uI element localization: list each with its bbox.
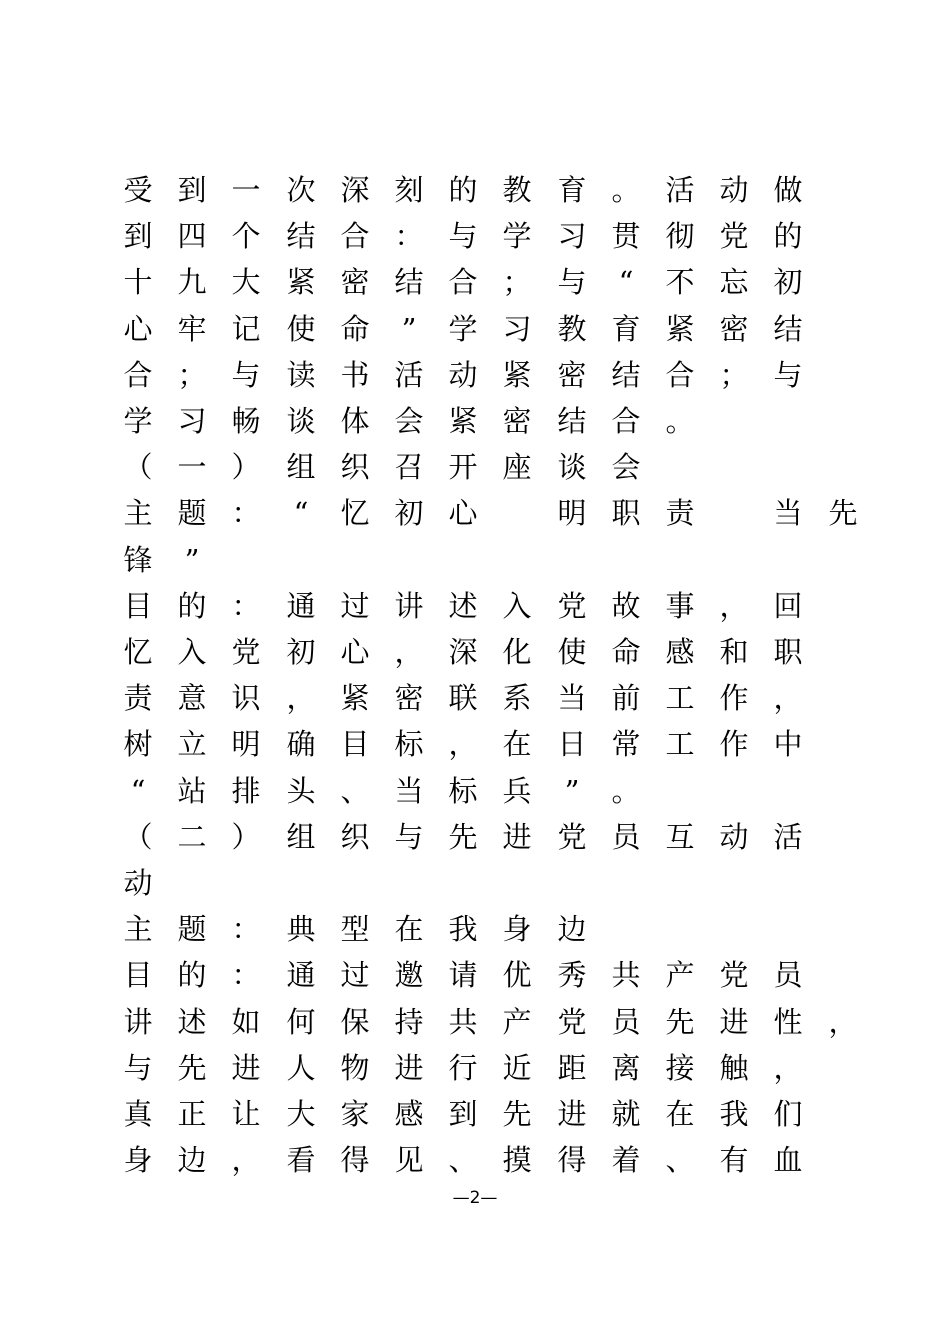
char: 组 [286, 450, 316, 484]
char: 秀 [557, 958, 587, 992]
char: 开 [448, 450, 478, 484]
char: 先 [177, 1051, 207, 1085]
char: 当 [394, 774, 424, 808]
char: 邀 [394, 958, 424, 992]
char: 讲 [394, 589, 424, 623]
char: 九 [177, 265, 207, 299]
char: 明 [557, 496, 587, 530]
char: 故 [611, 589, 641, 623]
char: 活 [665, 173, 695, 207]
char: 到 [448, 1097, 478, 1131]
char: 谈 [557, 450, 587, 484]
char: 识 [231, 681, 261, 715]
char: 深 [340, 173, 370, 207]
char: 职 [773, 635, 803, 669]
char: 与 [557, 265, 587, 299]
char: 大 [231, 265, 261, 299]
char: 合 [123, 358, 153, 392]
char: 身 [502, 912, 532, 946]
char: 受 [123, 173, 153, 207]
char: 。 [611, 774, 641, 808]
char: 事 [665, 589, 695, 623]
char: 入 [177, 635, 207, 669]
char: 与 [773, 358, 803, 392]
page-number: —2— [452, 1188, 498, 1208]
char: 育 [557, 173, 587, 207]
char: ； [502, 265, 532, 299]
char: 一 [177, 450, 207, 484]
char: 心 [123, 312, 153, 346]
char: 摸 [502, 1143, 532, 1177]
char: 保 [340, 1005, 370, 1039]
char: 边 [177, 1143, 207, 1177]
char: 密 [394, 681, 424, 715]
char: 进 [502, 820, 532, 854]
char: 活 [773, 820, 803, 854]
char: 合 [448, 265, 478, 299]
char: 进 [719, 1005, 749, 1039]
char: 会 [611, 450, 641, 484]
char: ， [719, 589, 749, 623]
char: 。 [665, 404, 695, 438]
char: 在 [394, 912, 424, 946]
char: 活 [394, 358, 424, 392]
char: 十 [123, 265, 153, 299]
char: ” [401, 312, 417, 346]
char: 结 [557, 404, 587, 438]
char: 在 [502, 727, 532, 761]
char: 如 [231, 1005, 261, 1039]
char: 育 [611, 312, 641, 346]
char: 结 [394, 265, 424, 299]
char: 紧 [340, 681, 370, 715]
char: 贯 [611, 219, 641, 253]
char: 产 [502, 1005, 532, 1039]
char: 责 [665, 496, 695, 530]
char: 员 [611, 820, 641, 854]
char: ） [231, 450, 261, 484]
char: 与 [123, 1051, 153, 1085]
char: 头 [286, 774, 316, 808]
char: ， [231, 1143, 261, 1177]
char: 员 [611, 1005, 641, 1039]
char: 与 [231, 358, 261, 392]
char: 召 [394, 450, 424, 484]
char: 回 [773, 589, 803, 623]
char: 互 [665, 820, 695, 854]
char: 得 [340, 1143, 370, 1177]
char: 在 [665, 1097, 695, 1131]
char: 目 [340, 727, 370, 761]
char: ） [231, 820, 261, 854]
char: 真 [123, 1097, 153, 1131]
char: 过 [340, 958, 370, 992]
char: 血 [773, 1143, 803, 1177]
char: 看 [286, 1143, 316, 1177]
char: 谈 [286, 404, 316, 438]
char: 进 [231, 1051, 261, 1085]
char: 结 [773, 312, 803, 346]
char: 会 [394, 404, 424, 438]
char: 物 [340, 1051, 370, 1085]
char: 前 [611, 681, 641, 715]
char: ， [394, 635, 424, 669]
char: 意 [177, 681, 207, 715]
char: 优 [502, 958, 532, 992]
char: 中 [773, 727, 803, 761]
char: 进 [394, 1051, 424, 1085]
char: 初 [286, 635, 316, 669]
char: 型 [340, 912, 370, 946]
char: “ [130, 774, 146, 808]
char: 化 [502, 635, 532, 669]
char: 使 [557, 635, 587, 669]
char: 不 [665, 265, 695, 299]
char: 树 [123, 727, 153, 761]
char: ， [286, 681, 316, 715]
char: 的 [448, 173, 478, 207]
char: 身 [123, 1143, 153, 1177]
char [502, 490, 532, 536]
char: 题 [177, 912, 207, 946]
char: 述 [177, 1005, 207, 1039]
char: （ [123, 450, 153, 484]
char: 命 [611, 635, 641, 669]
char: 通 [286, 589, 316, 623]
char: 、 [448, 1143, 478, 1177]
char: 结 [286, 219, 316, 253]
char: 目 [123, 958, 153, 992]
char: 有 [719, 1143, 749, 1177]
char: 学 [123, 404, 153, 438]
char: 畅 [231, 404, 261, 438]
char: 排 [231, 774, 261, 808]
char: 我 [448, 912, 478, 946]
char: 密 [340, 265, 370, 299]
char: 共 [611, 958, 641, 992]
char: 紧 [286, 265, 316, 299]
char: 联 [448, 681, 478, 715]
char: 党 [719, 958, 749, 992]
char: 、 [665, 1143, 695, 1177]
char: 教 [557, 312, 587, 346]
char: ： [231, 912, 261, 946]
char: 员 [773, 958, 803, 992]
char: 动 [448, 358, 478, 392]
char: 家 [340, 1097, 370, 1131]
char: ” [564, 774, 580, 808]
char: 常 [611, 727, 641, 761]
char: 习 [177, 404, 207, 438]
char: ； [719, 358, 749, 392]
char: 二 [177, 820, 207, 854]
char: 书 [340, 358, 370, 392]
char: 们 [773, 1097, 803, 1131]
char: 共 [448, 1005, 478, 1039]
char: （ [123, 820, 153, 854]
char: 党 [719, 219, 749, 253]
char: 先 [502, 1097, 532, 1131]
char: 工 [665, 681, 695, 715]
char: ： [231, 589, 261, 623]
char: 体 [340, 404, 370, 438]
char: ” [184, 543, 200, 577]
char: 的 [177, 958, 207, 992]
char: 结 [611, 358, 641, 392]
char: 通 [286, 958, 316, 992]
char: 记 [231, 312, 261, 346]
char: 密 [557, 358, 587, 392]
char: 一 [231, 173, 261, 207]
char: 忆 [340, 496, 370, 530]
char: 工 [665, 727, 695, 761]
char: 正 [177, 1097, 207, 1131]
char: 、 [340, 774, 370, 808]
char: 着 [611, 1143, 641, 1177]
char: ， [773, 1051, 803, 1085]
char: 学 [448, 312, 478, 346]
char: 合 [665, 358, 695, 392]
char: 座 [502, 450, 532, 484]
char: 牢 [177, 312, 207, 346]
char: ， [448, 727, 478, 761]
char: 当 [773, 496, 803, 530]
char: 深 [448, 635, 478, 669]
char: ， [773, 681, 803, 715]
char: 的 [773, 219, 803, 253]
char: 紧 [502, 358, 532, 392]
char: 明 [231, 727, 261, 761]
char: 学 [502, 219, 532, 253]
char: 密 [719, 312, 749, 346]
char: 行 [448, 1051, 478, 1085]
char: ： [394, 219, 424, 253]
char: 紧 [448, 404, 478, 438]
char: 四 [177, 219, 207, 253]
char: “ [618, 265, 634, 299]
char: 人 [286, 1051, 316, 1085]
char: 兵 [502, 774, 532, 808]
char: 大 [286, 1097, 316, 1131]
char: 让 [231, 1097, 261, 1131]
char: 见 [394, 1143, 424, 1177]
char: 锋 [123, 543, 153, 577]
char: 接 [665, 1051, 695, 1085]
char: 系 [502, 681, 532, 715]
char: 做 [773, 173, 803, 207]
char: 动 [123, 866, 153, 900]
char [719, 490, 749, 536]
char: 的 [177, 589, 207, 623]
char: 进 [557, 1097, 587, 1131]
char: 彻 [665, 219, 695, 253]
char: 合 [611, 404, 641, 438]
char: 距 [557, 1051, 587, 1085]
char: 心 [448, 496, 478, 530]
char: 习 [502, 312, 532, 346]
char: 立 [177, 727, 207, 761]
char: 党 [231, 635, 261, 669]
char: 讲 [123, 1005, 153, 1039]
char: ： [231, 496, 261, 530]
char: 忘 [719, 265, 749, 299]
char: 忆 [123, 635, 153, 669]
char: 命 [340, 312, 370, 346]
char: 与 [448, 219, 478, 253]
char: 使 [286, 312, 316, 346]
char: 主 [123, 496, 153, 530]
char: 感 [665, 635, 695, 669]
char: 我 [719, 1097, 749, 1131]
char: 离 [611, 1051, 641, 1085]
char: 边 [557, 912, 587, 946]
char: 典 [286, 912, 316, 946]
char: 和 [719, 635, 749, 669]
char: 持 [394, 1005, 424, 1039]
char: 日 [557, 727, 587, 761]
char: 动 [719, 820, 749, 854]
char: 组 [286, 820, 316, 854]
char: 触 [719, 1051, 749, 1085]
char: 次 [286, 173, 316, 207]
char: 织 [340, 450, 370, 484]
char: 标 [394, 727, 424, 761]
char: 过 [340, 589, 370, 623]
char: 感 [394, 1097, 424, 1131]
char: 责 [123, 681, 153, 715]
char: 入 [502, 589, 532, 623]
char: 动 [719, 173, 749, 207]
char: 初 [394, 496, 424, 530]
char: 紧 [665, 312, 695, 346]
char: 近 [502, 1051, 532, 1085]
char: 作 [719, 727, 749, 761]
char: 初 [773, 265, 803, 299]
char: 产 [665, 958, 695, 992]
char: 先 [448, 820, 478, 854]
char: 到 [177, 173, 207, 207]
char: 教 [502, 173, 532, 207]
char: 当 [557, 681, 587, 715]
char: 到 [123, 219, 153, 253]
char: 站 [177, 774, 207, 808]
char: 请 [448, 958, 478, 992]
char: 与 [394, 820, 424, 854]
char: 党 [557, 589, 587, 623]
char: 党 [557, 820, 587, 854]
char: 刻 [394, 173, 424, 207]
char: ： [231, 958, 261, 992]
char: 得 [557, 1143, 587, 1177]
char: 先 [828, 496, 858, 530]
char: ， [828, 1005, 858, 1039]
char: 性 [773, 1005, 803, 1039]
char: 述 [448, 589, 478, 623]
char: 何 [286, 1005, 316, 1039]
char: 题 [177, 496, 207, 530]
char: 个 [231, 219, 261, 253]
char: 织 [340, 820, 370, 854]
char: 读 [286, 358, 316, 392]
char: 作 [719, 681, 749, 715]
char: 主 [123, 912, 153, 946]
char: 合 [340, 219, 370, 253]
char: 党 [557, 1005, 587, 1039]
char: 习 [557, 219, 587, 253]
char: 标 [448, 774, 478, 808]
char: 职 [611, 496, 641, 530]
char: 确 [286, 727, 316, 761]
char: 就 [611, 1097, 641, 1131]
char: 目 [123, 589, 153, 623]
char: 。 [611, 173, 641, 207]
char: 心 [340, 635, 370, 669]
char: ； [177, 358, 207, 392]
char: 先 [665, 1005, 695, 1039]
char: 密 [502, 404, 532, 438]
char: “ [293, 496, 309, 530]
